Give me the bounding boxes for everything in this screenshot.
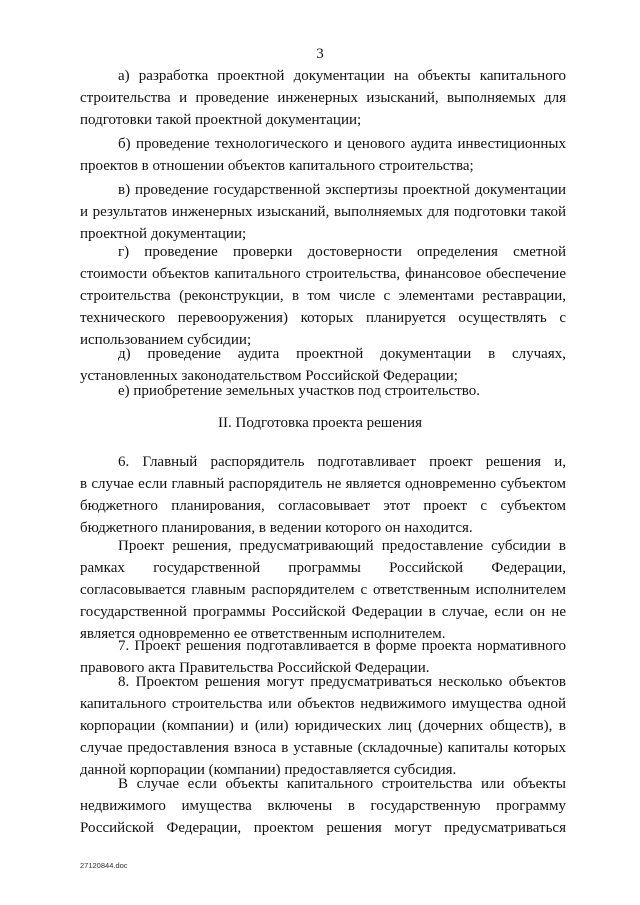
text-line: недвижимого имущества включены в государственную программу (80, 798, 566, 814)
text-line: корпорации (компании) и (или) юридических лиц (дочерних обществ), в (80, 718, 566, 734)
text-line: капитального строительства или объектов недвижимого имущества одной (80, 696, 566, 712)
text-line: использованием субсидии; (80, 332, 252, 348)
text-line: установленных законодательством Российской Федерации; (80, 368, 458, 384)
text-line: в) проведение государственной экспертизы проектной документации (118, 182, 566, 198)
text-line: г) проведение проверки достоверности определения сметной (118, 244, 566, 260)
text-line: и результатов инженерных изысканий, выполняемых для подготовки такой (80, 204, 566, 220)
text-line: 6. Главный распорядитель подготавливает проект решения и, (118, 454, 566, 470)
text-line: Российской Федерации, проектом решения могут предусматриваться (80, 820, 566, 836)
text-line: рамках государственной программы Российской Федерации, (80, 560, 566, 576)
text-line: согласовывается главным распорядителем с ответственным исполнителем (80, 582, 566, 598)
text-line: д) проведение аудита проектной документации в случаях, (118, 346, 566, 362)
text-line: 7. Проект решения подготавливается в форме проекта нормативного (118, 638, 566, 654)
text-line: данной корпорации (компании) предоставляется субсидия. (80, 762, 457, 778)
text-line: является одновременно ее ответственным исполнителем. (80, 626, 446, 642)
text-line: в случае если главный распорядитель не является одновременно субъектом (80, 476, 566, 492)
text-line: правового акта Правительства Российской Федерации. (80, 660, 430, 676)
text-line: проектной документации; (80, 226, 247, 242)
text-line: государственной программы Российской Федерации в случае, если он не (80, 604, 566, 620)
text-line: а) разработка проектной документации на объекты капитального (118, 68, 566, 84)
text-line: е) приобретение земельных участков под строительство. (118, 383, 480, 399)
text-line: стоимости объектов капитального строительства, финансовое обеспечение (80, 266, 566, 282)
text-line: технического перевооружения) которых планируется осуществлять с (80, 310, 566, 326)
text-line: бюджетного планирования, в ведении которого он находится. (80, 520, 473, 536)
text-line: строительства и проведение инженерных изысканий, выполняемых для (80, 90, 566, 106)
footer-filename: 27120844.doc (80, 861, 128, 870)
text-line: подготовки такой проектной документации; (80, 112, 362, 128)
text-line: б) проведение технологического и ценового аудита инвестиционных (118, 136, 566, 152)
text-line: В случае если объекты капитального строительства или объекты (118, 776, 566, 792)
text-line: проектов в отношении объектов капитального строительства; (80, 158, 474, 174)
text-line: строительства (реконструкции, в том числе с элементами реставрации, (80, 288, 566, 304)
text-line: бюджетного планирования, согласовывает этот проект с субъектом (80, 498, 566, 514)
text-line: Проект решения, предусматривающий предоставление субсидии в (118, 538, 566, 554)
text-line: 8. Проектом решения могут предусматриваться несколько объектов (118, 674, 566, 690)
text-line: случае предоставления взноса в уставные (складочные) капиталы которых (80, 740, 566, 756)
section-heading: II. Подготовка проекта решения (218, 415, 422, 431)
page-number: 3 (316, 46, 324, 62)
